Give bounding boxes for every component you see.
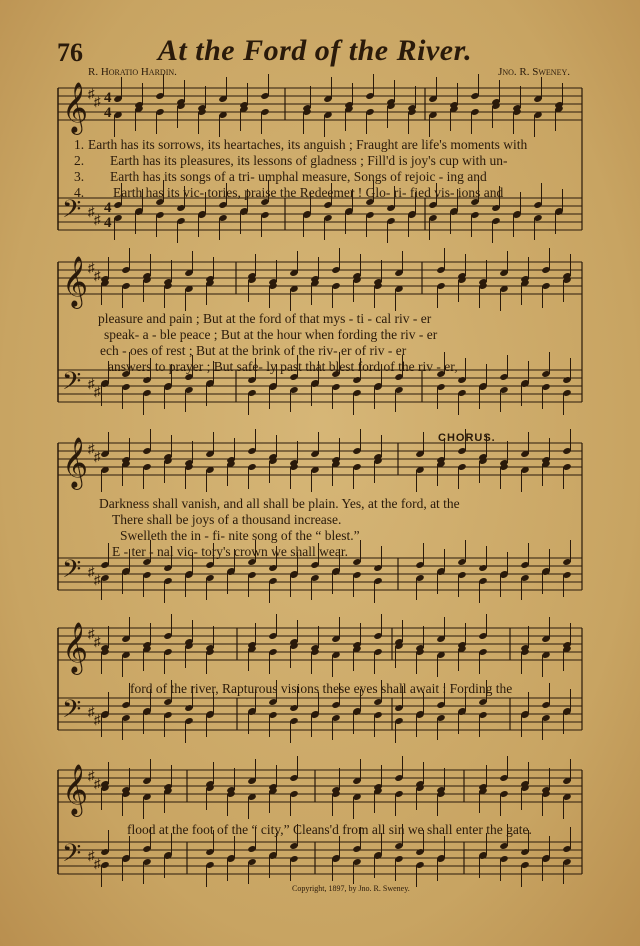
svg-text:4: 4 bbox=[104, 105, 112, 121]
verse-number: 3. bbox=[74, 169, 85, 184]
svg-text:4: 4 bbox=[104, 215, 112, 231]
svg-text:♯: ♯ bbox=[94, 572, 101, 587]
verse-number: 2. bbox=[74, 153, 85, 168]
svg-text:♯: ♯ bbox=[94, 268, 101, 283]
svg-text:♯: ♯ bbox=[94, 449, 101, 464]
lyric-line: answers to prayer ; But safe- ly past that blest ford of the riv - er, bbox=[108, 359, 458, 374]
svg-text:𝄢: 𝄢 bbox=[62, 695, 82, 730]
lyric-line: ech - oes of rest ; But at the brink of the riv- er of riv - er bbox=[100, 343, 407, 358]
copyright-notice: Copyright, 1897, by Jno. R. Sweney. bbox=[292, 884, 410, 893]
svg-text:♯: ♯ bbox=[88, 441, 95, 456]
lyric-line: Swelleth the in - fi- nite song of the “ blest.” bbox=[120, 528, 360, 543]
svg-text:♯: ♯ bbox=[88, 626, 95, 641]
svg-text:♯: ♯ bbox=[88, 848, 95, 863]
svg-text:♯: ♯ bbox=[88, 564, 95, 579]
verse-number: 4. bbox=[74, 185, 85, 200]
svg-text:♯: ♯ bbox=[94, 212, 101, 227]
svg-text:♯: ♯ bbox=[94, 776, 101, 791]
lyric-line: speak- a - ble peace ; But at the hour when fording the riv - er bbox=[104, 327, 438, 342]
lyric-line: Earth has its songs of a tri- umphal measure, Songs of rejoic - ing and bbox=[110, 169, 487, 184]
svg-text:𝄞: 𝄞 bbox=[62, 256, 89, 307]
lyric-line: flood at the foot of the “ city,” Cleans'd from all sin we shall enter the gate. bbox=[127, 822, 532, 837]
svg-text:𝄢: 𝄢 bbox=[62, 195, 82, 230]
svg-text:4: 4 bbox=[104, 200, 112, 216]
svg-text:♯: ♯ bbox=[88, 204, 95, 219]
svg-text:♯: ♯ bbox=[88, 704, 95, 719]
svg-text:𝄢: 𝄢 bbox=[62, 367, 82, 402]
svg-text:♯: ♯ bbox=[94, 94, 101, 109]
svg-text:♯: ♯ bbox=[94, 856, 101, 871]
lyric-line: pleasure and pain ; But at the ford of that mys - ti - cal riv - er bbox=[98, 311, 432, 326]
lyricist-credit: R. Horatio Hardin. bbox=[88, 66, 177, 78]
chorus-label: CHORUS. bbox=[438, 432, 496, 444]
svg-text:♯: ♯ bbox=[88, 86, 95, 101]
lyric-line: ford of the river, Rapturous visions these eyes shall await : Fording the bbox=[130, 681, 513, 696]
svg-text:𝄞: 𝄞 bbox=[62, 764, 89, 815]
composer-credit: Jno. R. Sweney. bbox=[498, 66, 570, 78]
lyric-line: Earth has its sorrows, its heartaches, its anguish ; Fraught are life's moments with bbox=[88, 137, 528, 152]
svg-text:♯: ♯ bbox=[94, 634, 101, 649]
svg-text:♯: ♯ bbox=[94, 384, 101, 399]
page-number: 76 bbox=[57, 38, 83, 67]
svg-text:♯: ♯ bbox=[94, 712, 101, 727]
lyric-line: Earth has its pleasures, its lessons of gladness ; Fill'd is joy's cup with un- bbox=[110, 153, 508, 168]
lyric-line: There shall be joys of a thousand increase. bbox=[112, 512, 342, 527]
hymn-title: At the Ford of the River. bbox=[157, 34, 473, 67]
verse-number: 1. bbox=[74, 137, 85, 152]
svg-text:4: 4 bbox=[104, 90, 112, 106]
svg-text:𝄞: 𝄞 bbox=[62, 437, 89, 488]
lyric-line: Earth has its vic- tories, praise the Redeemer ! Glo- ri- fied vis- ions and bbox=[113, 185, 504, 200]
svg-text:♯: ♯ bbox=[88, 376, 95, 391]
svg-text:𝄢: 𝄢 bbox=[62, 555, 82, 590]
svg-text:♯: ♯ bbox=[88, 768, 95, 783]
lyric-line: Darkness shall vanish, and all shall be plain. Yes, at the ford, at the bbox=[99, 496, 460, 511]
svg-text:♯: ♯ bbox=[88, 260, 95, 275]
svg-text:𝄞: 𝄞 bbox=[62, 82, 89, 133]
lyric-line: E - ter - nal vic- tory's crown we shall wear. bbox=[112, 544, 348, 559]
svg-text:𝄞: 𝄞 bbox=[62, 622, 89, 673]
svg-text:𝄢: 𝄢 bbox=[62, 839, 82, 874]
